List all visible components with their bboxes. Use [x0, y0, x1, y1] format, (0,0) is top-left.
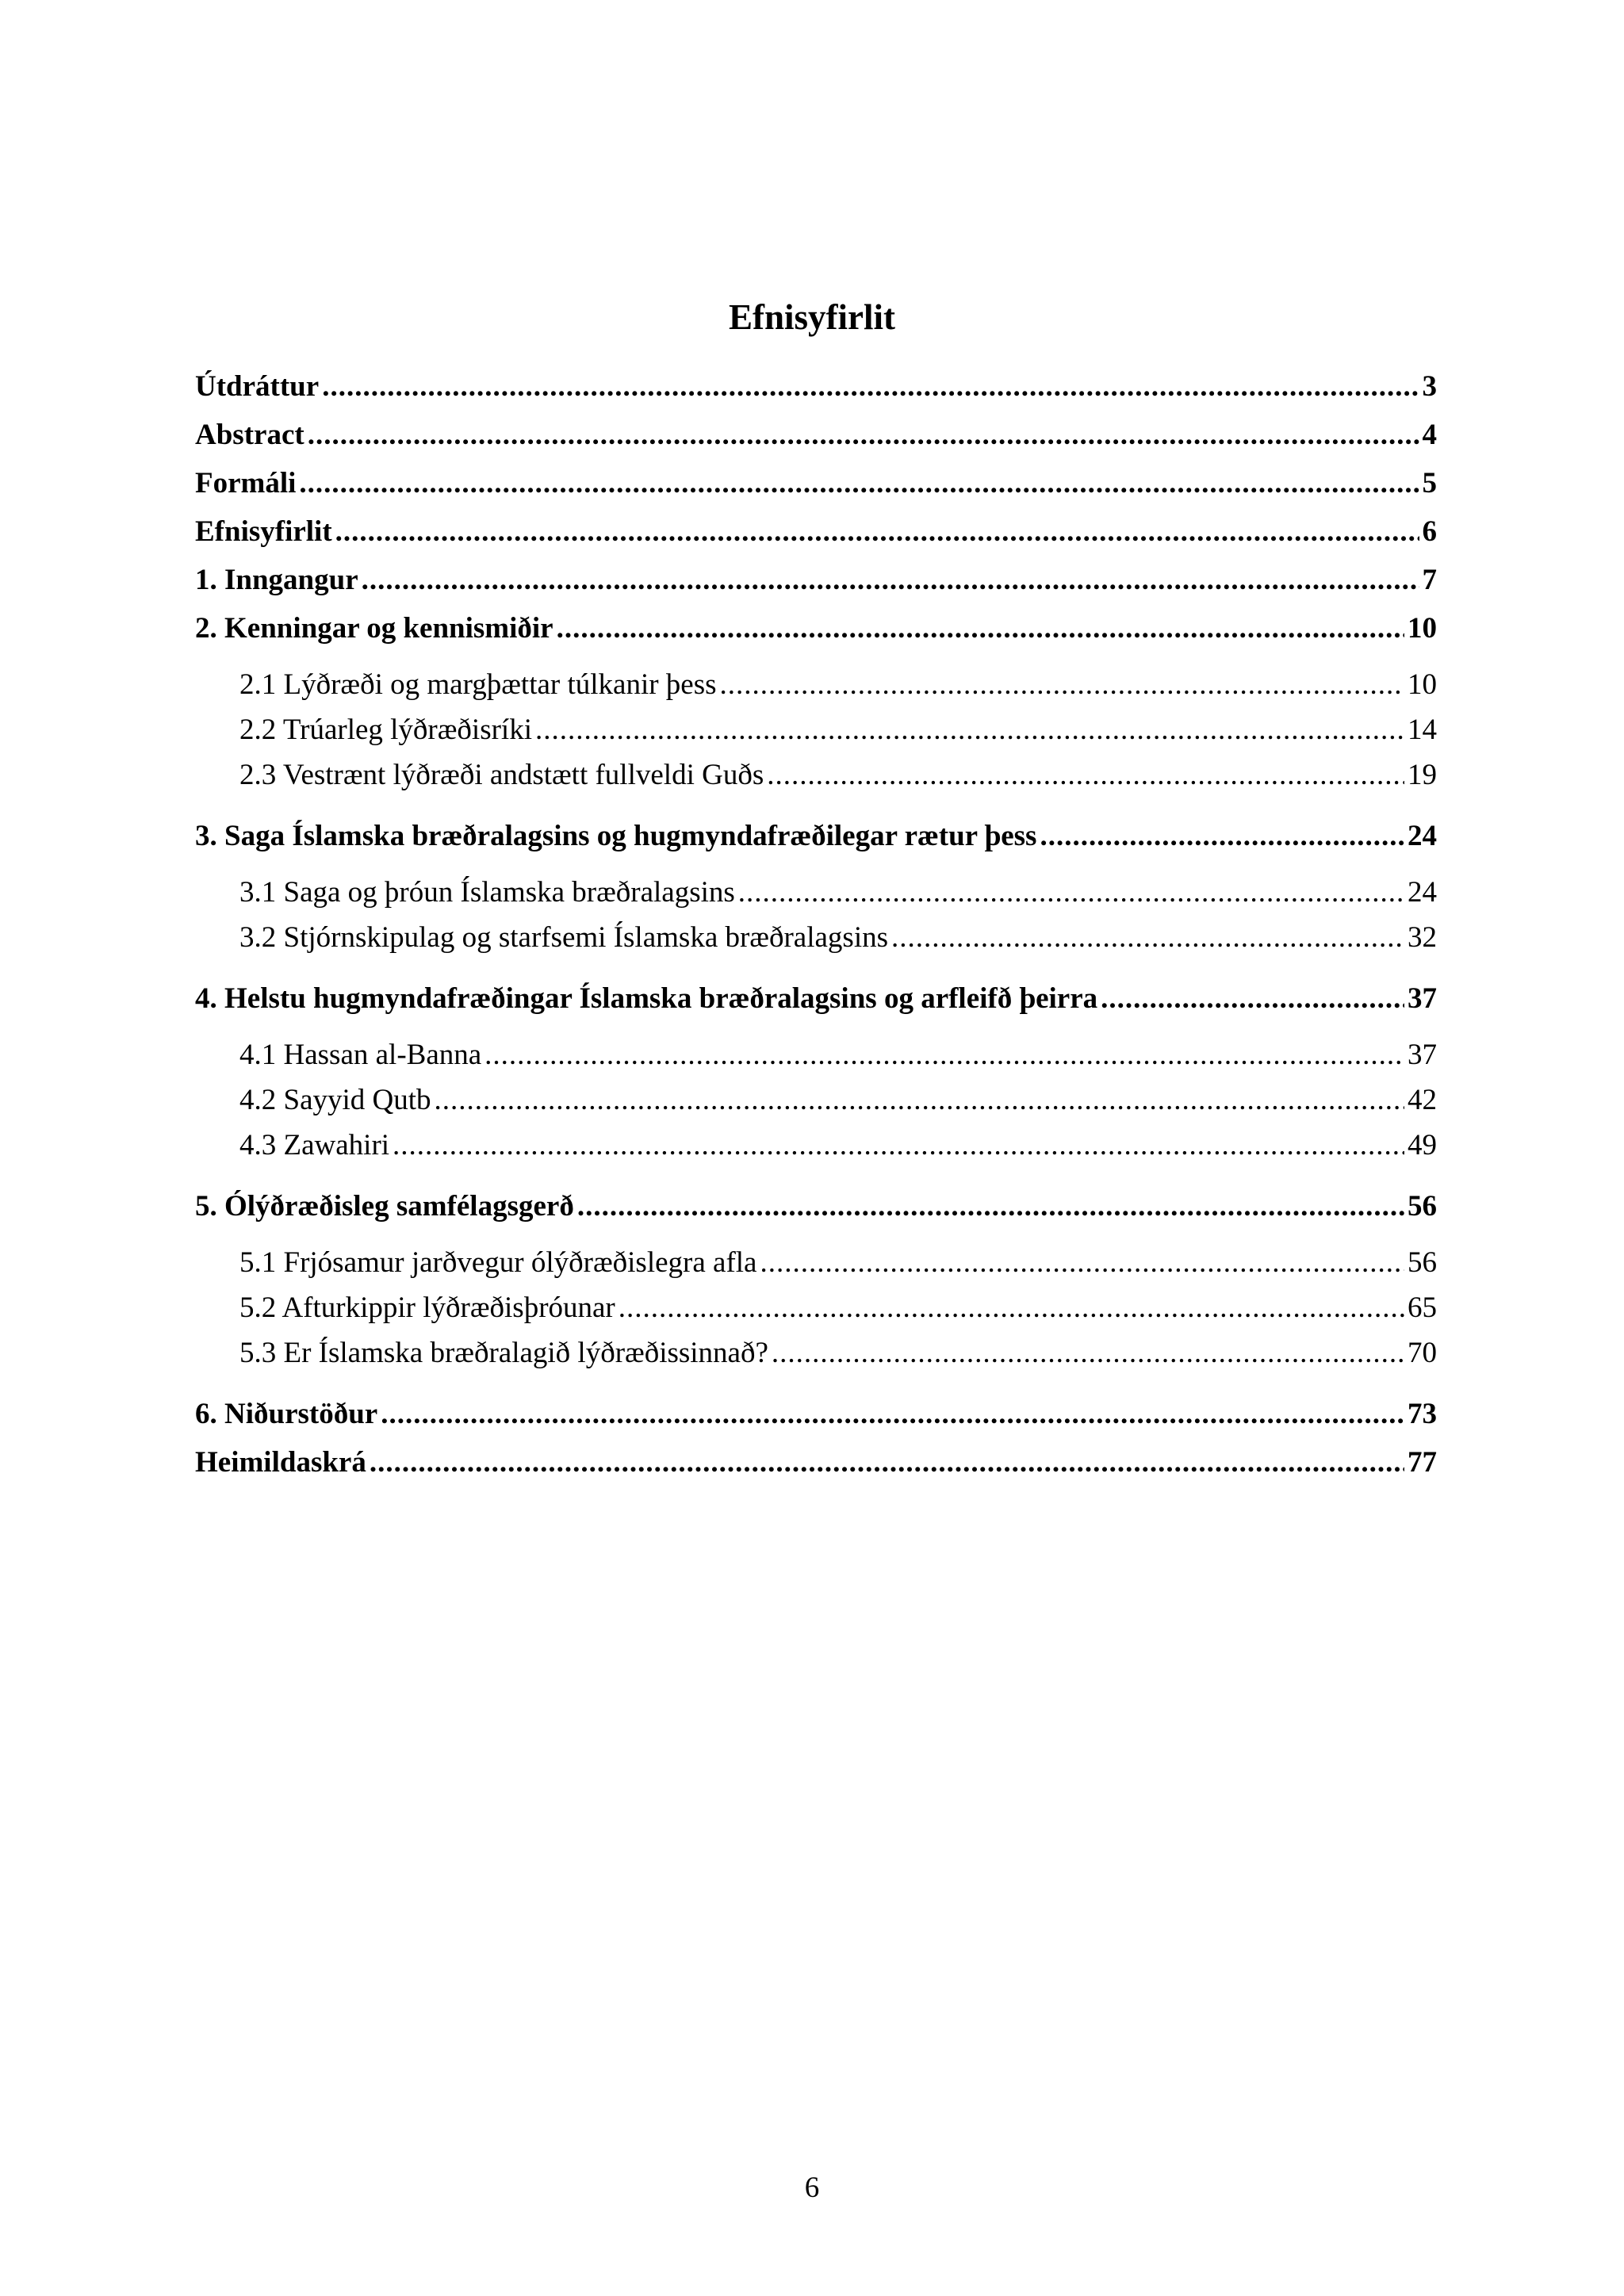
toc-entry-label: Útdráttur [195, 370, 320, 403]
toc-entry-label: 3.1 Saga og þróun Íslamska bræðralagsins [239, 876, 735, 909]
toc-leader-dots [335, 515, 1419, 549]
toc-entry-section-4-3[interactable] [239, 1128, 1437, 1163]
toc-entry-section-3-1[interactable] [239, 875, 1437, 910]
page-number: 6 [804, 2172, 820, 2204]
toc-entry-label: 5.1 Frjósamur jarðvegur ólýðræðislegra afla [239, 1246, 757, 1279]
toc-entry-page: 73 [1408, 1398, 1437, 1430]
toc-entry-page: 42 [1408, 1084, 1437, 1116]
toc-entry-page: 37 [1408, 982, 1437, 1015]
toc-entry-page: 19 [1408, 759, 1437, 791]
toc-entry-abstract[interactable] [195, 418, 1437, 453]
toc-entry-chapter-4[interactable] [195, 982, 1437, 1016]
toc-entry-section-5-2[interactable] [239, 1291, 1437, 1326]
toc-entry-section-2-1[interactable] [239, 668, 1437, 702]
toc-leader-dots [322, 369, 1419, 404]
toc-entry-chapter-5[interactable] [195, 1189, 1437, 1224]
toc-leader-dots [767, 758, 1404, 793]
toc-entry-section-4-2[interactable] [239, 1083, 1437, 1118]
toc-entry-page: 37 [1408, 1039, 1437, 1071]
toc-entry-label: 4. Helstu hugmyndafræðingar Íslamska bræðralagsins og arfleifð þeirra [195, 982, 1098, 1015]
toc-entry-section-2-2[interactable] [239, 713, 1437, 748]
toc-entry-label: Heimildaskrá [195, 1446, 366, 1479]
toc-entry-label: 5. Ólýðræðisleg samfélagsgerð [195, 1190, 574, 1223]
toc-entry-label: 5.2 Afturkippir lýðræðisþróunar [239, 1292, 615, 1324]
toc-entry-page: 4 [1422, 419, 1437, 451]
toc-leader-dots [1040, 819, 1404, 854]
toc-leader-dots [393, 1128, 1404, 1163]
toc-leader-dots [299, 466, 1419, 501]
toc-entry-label: 3. Saga Íslamska bræðralagsins og hugmyndafræðilegar rætur þess [195, 820, 1037, 852]
toc-entry-page: 77 [1408, 1446, 1437, 1479]
toc-leader-dots [891, 920, 1404, 955]
toc-entry-label: Abstract [195, 419, 304, 451]
toc-entry-inngangur[interactable] [195, 563, 1437, 598]
toc-leader-dots [370, 1445, 1404, 1480]
page-title: Efnisyfirlit [729, 297, 895, 337]
toc-entry-label: 4.2 Sayyid Qutb [239, 1084, 431, 1116]
toc-entry-efnisyfirlit[interactable] [195, 515, 1437, 549]
toc-entry-page: 14 [1408, 714, 1437, 746]
toc-entry-page: 10 [1408, 668, 1437, 701]
toc-entry-label: 2.3 Vestrænt lýðræði andstætt fullveldi Guðs [239, 759, 764, 791]
toc-leader-dots [435, 1083, 1404, 1118]
toc-leader-dots [772, 1336, 1404, 1371]
toc-leader-dots [720, 668, 1404, 702]
toc-entry-label: Formáli [195, 467, 297, 499]
toc-entry-label: 3.2 Stjórnskipulag og starfsemi Íslamska bræðralagsins [239, 921, 889, 954]
toc-entry-page: 65 [1408, 1292, 1437, 1324]
toc-entry-section-3-2[interactable] [239, 920, 1437, 955]
toc-entry-label: 5.3 Er Íslamska bræðralagið lýðræðissinnað? [239, 1337, 768, 1369]
toc-leader-dots [535, 713, 1404, 748]
toc-entry-page: 70 [1408, 1337, 1437, 1369]
toc-entry-page: 49 [1408, 1129, 1437, 1161]
toc-leader-dots [381, 1397, 1404, 1432]
toc-entry-chapter-6[interactable] [195, 1397, 1437, 1432]
toc-leader-dots [1101, 982, 1404, 1016]
toc-leader-dots [362, 563, 1419, 598]
toc-entry-page: 3 [1422, 370, 1437, 403]
toc-entry-section-2-3[interactable] [239, 758, 1437, 793]
toc-entry-label: 2.1 Lýðræði og margþættar túlkanir þess [239, 668, 717, 701]
toc-entry-page: 32 [1408, 921, 1437, 954]
toc-entry-label: 4.3 Zawahiri [239, 1129, 390, 1161]
toc-leader-dots [577, 1189, 1404, 1224]
toc-entry-page: 56 [1408, 1190, 1437, 1223]
toc-entry-section-4-1[interactable] [239, 1038, 1437, 1073]
toc-leader-dots [760, 1246, 1404, 1280]
toc-leader-dots [557, 611, 1404, 646]
toc-entry-label: 4.1 Hassan al-Banna [239, 1039, 482, 1071]
toc-entry-section-5-1[interactable] [239, 1246, 1437, 1280]
toc-entry-chapter-3[interactable] [195, 819, 1437, 854]
toc-leader-dots [308, 418, 1419, 453]
toc-entry-page: 5 [1422, 467, 1437, 499]
toc-entry-label: Efnisyfirlit [195, 515, 332, 548]
toc-leader-dots [485, 1038, 1404, 1073]
toc-entry-page: 7 [1422, 564, 1437, 596]
toc-entry-label: 2.2 Trúarleg lýðræðisríki [239, 714, 532, 746]
toc-leader-dots [738, 875, 1404, 910]
toc-entry-utdrattur[interactable] [195, 369, 1437, 404]
toc-entry-label: 2. Kenningar og kennismiðir [195, 612, 553, 645]
toc-entry-page: 24 [1408, 820, 1437, 852]
toc-entry-label: 6. Niðurstöður [195, 1398, 378, 1430]
toc-entry-formali[interactable] [195, 466, 1437, 501]
toc-entry-chapter-2[interactable] [195, 611, 1437, 646]
toc-entry-page: 56 [1408, 1246, 1437, 1279]
toc-entry-section-5-3[interactable] [239, 1336, 1437, 1371]
toc-entry-heimildaskra[interactable] [195, 1445, 1437, 1480]
toc-entry-page: 10 [1408, 612, 1437, 645]
toc-entry-label: 1. Inngangur [195, 564, 358, 596]
toc-entry-page: 6 [1422, 515, 1437, 548]
toc-leader-dots [619, 1291, 1404, 1326]
toc-entry-page: 24 [1408, 876, 1437, 909]
